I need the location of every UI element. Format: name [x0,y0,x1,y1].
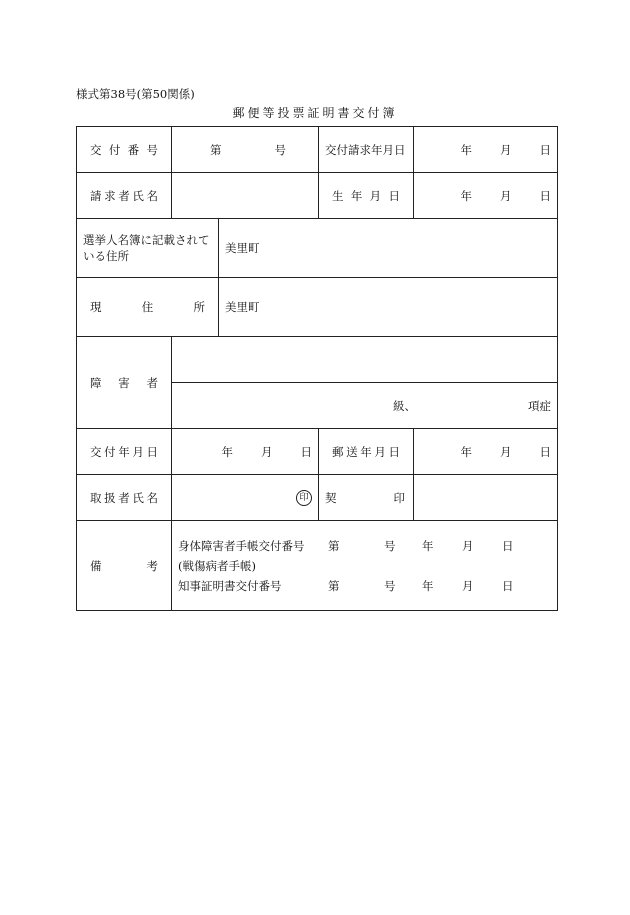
handler-name-label: 取扱者氏名 [77,475,172,521]
year-mark: 年 [221,444,233,459]
month-mark: 月 [500,142,512,157]
mail-date-label: 郵送年月日 [319,429,414,475]
registered-address-row [77,219,558,278]
birth-date-field[interactable] [414,173,558,219]
issue-number-row [77,127,558,173]
registered-address-field[interactable]: 美里町 [219,219,558,278]
disability-type-field[interactable] [172,337,558,383]
issue-number-prefix: 第 [210,142,222,157]
grade-mark: 級、 [393,398,416,413]
requester-name-label: 請求者氏名 [77,173,172,219]
disability-label: 障害者 [77,337,172,429]
current-address-label: 現住所 [77,278,219,337]
disability-row-top [77,337,558,383]
remarks-line-war-injury: (戦傷病者手帳) [178,558,256,573]
issue-number-label: 交付番号 [77,127,172,173]
contract-seal-label: 契印 [319,475,414,521]
month-mark: 月 [261,444,273,459]
year-mark: 年 [460,444,472,459]
seal-mark-icon: 印 [296,490,312,506]
mail-date-field[interactable] [414,429,558,475]
remarks-line-disability-handbook: 身体障害者手帳交付番号 第 号 年 月 日 [178,538,514,553]
handler-row [77,475,558,521]
contract-seal-field[interactable] [414,475,558,521]
form-title: 郵便等投票証明書交付簿 [232,106,398,120]
remarks-row [77,521,558,611]
day-mark: 日 [539,188,551,203]
issue-date-row [77,429,558,475]
issue-date-label: 交付年月日 [77,429,172,475]
issue-number-suffix: 号 [274,142,286,157]
requester-name-field[interactable] [172,173,319,219]
requester-row [77,173,558,219]
disability-grade-field[interactable] [172,383,558,429]
day-mark: 日 [539,142,551,157]
month-mark: 月 [500,188,512,203]
issue-number-field[interactable] [172,127,319,173]
handler-name-field[interactable] [172,475,319,521]
form-number-label: 様式第38号(第50関係) [76,87,195,101]
symptom-mark: 項症 [528,398,551,413]
month-mark: 月 [500,444,512,459]
request-date-field[interactable] [414,127,558,173]
current-address-row [77,278,558,337]
day-mark: 日 [539,444,551,459]
day-mark: 日 [300,444,312,459]
ledger-table [76,126,558,611]
year-mark: 年 [460,142,472,157]
year-mark: 年 [460,188,472,203]
issue-date-field[interactable] [172,429,319,475]
remarks-line-governor-cert: 知事証明書交付番号 第 号 年 月 日 [178,578,514,593]
remarks-field[interactable] [172,521,558,611]
request-date-label: 交付請求年月日 [319,127,414,173]
remarks-label: 備考 [77,521,172,611]
birth-date-label: 生年月日 [319,173,414,219]
registered-address-label: 選挙人名簿に記載されて いる住所 [77,219,219,278]
current-address-field[interactable]: 美里町 [219,278,558,337]
